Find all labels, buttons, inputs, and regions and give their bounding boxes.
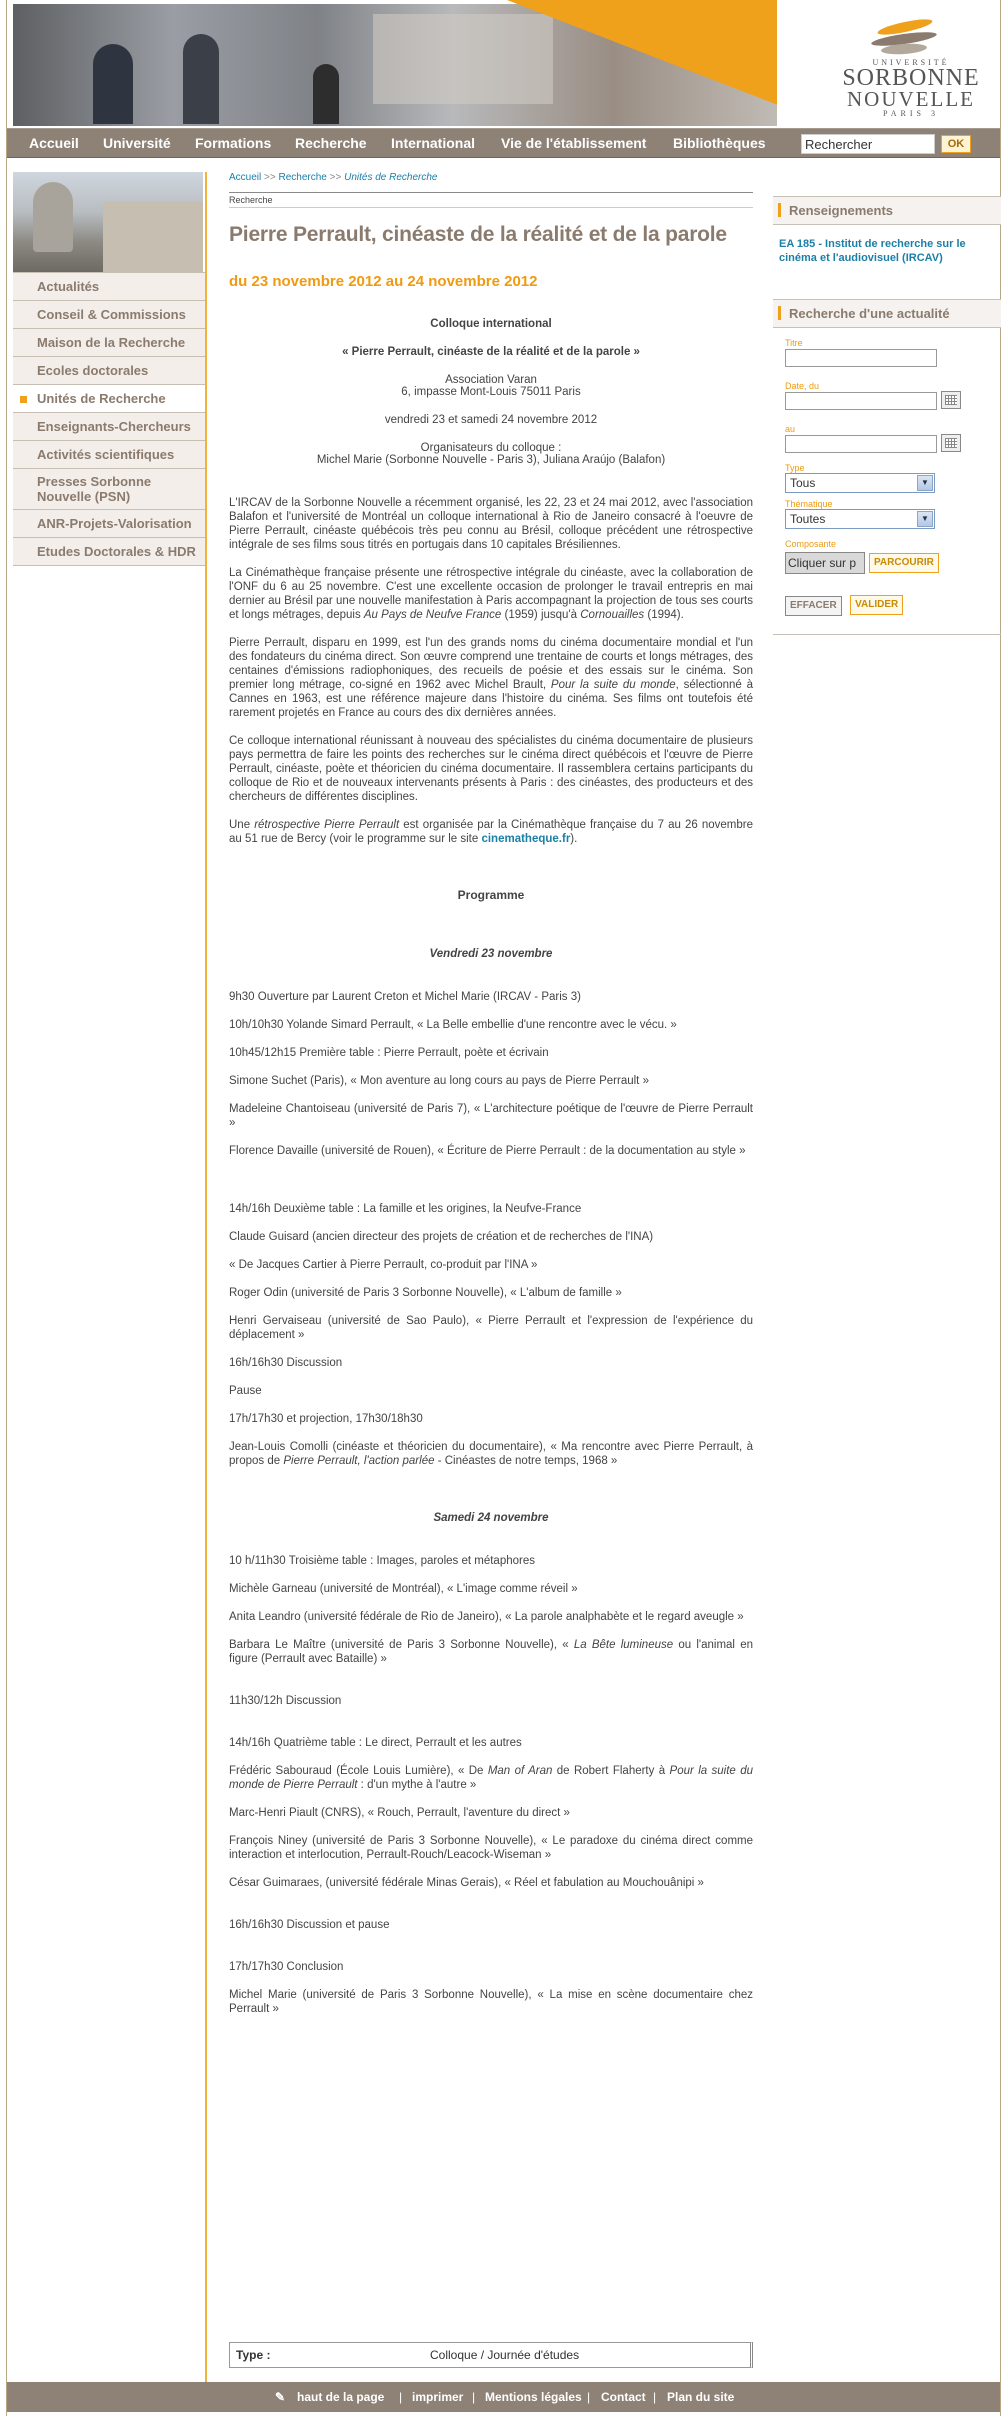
event-type-value: Colloque / Journée d'études — [430, 2348, 580, 2362]
programme-item: Henri Gervaiseau (université de Sao Paulo), « Pierre Perrault et l'expression de l'expérience du déplacement » — [229, 1315, 753, 1341]
clear-button[interactable]: EFFACER — [785, 596, 842, 616]
paragraph: Ce colloque international réunissant à nouveau des spécialistes du cinéma documentaire de plusieurs pays permettra de faire les points des recherches sur le cinéma direct québécois et l'œuvre de Pierre Perrault, cinéaste, poète et théoricien du cinéma documentaire. Il rassemblera certains participants du colloque de Rio et de nouveaux intervenants présents à Paris : des cinéastes, des producteurs et des chercheurs de différentes disciplines. — [229, 735, 753, 803]
logo-text-line2: NOUVELLE — [847, 87, 975, 111]
theme-select[interactable]: Toutes ▼ — [785, 509, 935, 529]
breadcrumb-current[interactable]: Unités de Recherche — [344, 172, 438, 183]
programme-item: 14h/16h Quatrième table : Le direct, Perrault et les autres — [229, 1737, 522, 1749]
venue-name: Association Varan — [445, 374, 537, 386]
footer-link-top[interactable]: haut de la page — [297, 2390, 385, 2404]
programme-item: 10 h/11h30 Troisième table : Images, paroles et métaphores — [229, 1555, 535, 1567]
breadcrumb — [229, 172, 753, 192]
programme-item: 14h/16h Deuxième table : La famille et les origines, la Neufve-France — [229, 1203, 582, 1215]
date-to-label: au — [785, 424, 796, 434]
university-logo[interactable] — [831, 16, 991, 120]
sidebar-item-etudes-doctorales[interactable]: Etudes Doctorales & HDR — [13, 538, 205, 566]
programme-item: Simone Suchet (Paris), « Mon aventure au long cours au pays de Pierre Perrault » — [229, 1075, 649, 1087]
right-sidebar — [773, 196, 1001, 635]
programme-item: Barbara Le Maître (université de Paris 3 Sorbonne Nouvelle), « La Bête lumineuse ou l'animal en figure (Perrault avec Bataille) » — [229, 1639, 753, 1665]
event-when: vendredi 23 et samedi 24 novembre 2012 — [384, 414, 598, 426]
nav-item-vie-etablissement[interactable]: Vie de l'établissement — [501, 135, 647, 151]
column-divider — [205, 172, 207, 2382]
component-picker-button[interactable]: Cliquer sur p — [785, 552, 865, 574]
programme-item: Michèle Garneau (université de Montréal), « L'image comme réveil » — [229, 1583, 578, 1595]
news-search-form — [773, 299, 1001, 635]
programme-item: 17h/17h30 Conclusion — [229, 1961, 344, 1973]
programme-heading: Programme — [457, 888, 525, 902]
theme-label: Thématique — [785, 499, 833, 509]
footer-link-contact[interactable]: Contact — [601, 2390, 646, 2404]
sidebar-item-enseignants[interactable]: Enseignants-Chercheurs — [13, 413, 205, 441]
day-heading: Vendredi 23 novembre — [429, 948, 553, 960]
date-from-label: Date, du — [785, 381, 820, 391]
nav-item-bibliotheques[interactable]: Bibliothèques — [673, 135, 766, 151]
breadcrumb-section[interactable]: Recherche — [278, 172, 327, 183]
nav-item-universite[interactable]: Université — [103, 135, 171, 151]
footer-link-sitemap[interactable]: Plan du site — [667, 2390, 735, 2404]
programme-item: Marc-Henri Piault (CNRS), « Rouch, Perrault, l'aventure du direct » — [229, 1807, 570, 1819]
breadcrumb-home[interactable]: Accueil — [229, 172, 262, 183]
programme-item: Anita Leandro (université fédérale de Rio de Janeiro), « La parole analphabète et le regard aveugle » — [229, 1611, 744, 1623]
logo-text-line1: SORBONNE — [842, 65, 980, 91]
programme-item: Florence Davaille (université de Rouen), « Écriture de Pierre Perrault : de la documentation au style » — [229, 1145, 746, 1157]
programme-item: Michel Marie (université de Paris 3 Sorbonne Nouvelle), « La mise en scène documentaire chez Perrault » — [229, 1989, 753, 2015]
programme-item: 9h30 Ouverture par Laurent Creton et Michel Marie (IRCAV - Paris 3) — [229, 991, 581, 1003]
programme-item: Frédéric Sabouraud (École Louis Lumière), « De Man of Aran de Robert Flaherty à Pour la suite du monde de Pierre Perrault : d'un mythe à l'autre » — [229, 1765, 753, 1791]
venue-address: 6, impasse Mont-Louis 75011 Paris — [401, 386, 581, 398]
main-content — [229, 172, 753, 2030]
header-banner — [7, 0, 1000, 128]
sidebar-photo — [13, 172, 203, 272]
info-link-ircav[interactable]: EA 185 - Institut de recherche sur le cinéma et l'audiovisuel (IRCAV) — [779, 238, 966, 264]
date-to-input[interactable] — [785, 435, 937, 453]
programme-item: Claude Guisard (ancien directeur des projets de création et de recherches de l'INA) — [229, 1231, 654, 1243]
event-type-label: Type : — [236, 2348, 271, 2362]
nav-item-accueil[interactable]: Accueil — [29, 135, 79, 151]
chevron-down-icon: ▼ — [917, 475, 933, 491]
day-heading: Samedi 24 novembre — [433, 1512, 549, 1524]
paragraph: Pierre Perrault, disparu en 1999, est l'un des grands noms du cinéma documentaire mondial et l'un des fondateurs du cinéma direct. Son œuvre comprend une trentaine de courts et longs métrages, des centaines d'émissions radiophoniques, des recueils de poésie et des essais sur le cinéma. Son premier long métrage, co-signé en 1962 avec Michel Brault, Pour la suite du monde, sélectionné à Cannes en 1963, est une référence majeure dans l'histoire du cinéma. Ses films ont toutefois été rarement projetés en France au cours des dix dernières années. — [229, 637, 753, 719]
left-sidebar — [13, 172, 205, 566]
section-label: Recherche — [229, 192, 753, 208]
programme-item: François Niney (université de Paris 3 Sorbonne Nouvelle), « Le paradoxe du cinéma direct comme interaction et interlocution, Perrault-Rouch/Leacock-Wiseman » — [229, 1835, 753, 1861]
logo-mark-icon — [831, 16, 991, 56]
chevron-down-icon: ▼ — [917, 511, 933, 527]
sidebar-item-presses[interactable]: Presses Sorbonne Nouvelle (PSN) — [13, 469, 205, 510]
calendar-icon[interactable] — [941, 434, 961, 452]
browse-button[interactable]: PARCOURIR — [869, 553, 939, 573]
submit-button[interactable]: VALIDER — [850, 595, 903, 615]
news-search-title: Recherche d'une actualité — [773, 299, 1001, 328]
component-label: Composante — [785, 539, 837, 549]
sidebar-item-conseil[interactable]: Conseil & Commissions — [13, 301, 205, 329]
programme-item: Jean-Louis Comolli (cinéaste et théoricien du documentaire), « Ma rencontre avec Pierre Perrault, à propos de Pierre Perrault, l'action parlée - Cinéastes de notre temps, 1968 » — [229, 1441, 753, 1467]
footer-bar: ✎ haut de la page | imprimer | Mentions légales | Contact | Plan du site — [7, 2382, 1000, 2412]
paragraph: Une rétrospective Pierre Perrault est organisée par la Cinémathèque française du 7 au 26 novembre au 51 rue de Bercy (voir le programme sur le site cinematheque.fr). — [229, 819, 753, 845]
event-type-row — [229, 2342, 753, 2368]
programme-item: 11h30/12h Discussion — [229, 1695, 342, 1707]
logo-text-line3: PARIS 3 — [883, 109, 939, 118]
organizers-label: Organisateurs du colloque : — [420, 442, 562, 454]
sidebar-item-unites-recherche[interactable]: Unités de Recherche — [13, 385, 205, 413]
page-frame — [6, 0, 1001, 2416]
cinematheque-link[interactable]: cinematheque.fr — [481, 833, 571, 845]
sidebar-item-anr[interactable]: ANR-Projets-Valorisation — [13, 510, 205, 538]
title-input[interactable] — [785, 349, 937, 367]
paragraph: L'IRCAV de la Sorbonne Nouvelle a récemment organisé, les 22, 23 et 24 mai 2012, avec l'association Balafon et l'université de Montréal un colloque international à Rio de Janeiro consacré à l'oeuvre de Pierre Perrault, cinéaste québécois très peu connu au Brésil, colloque précédent une rétrospective intégrale de ses films sous titrés en portugais dans 10 capitales Brésiliennes. — [229, 497, 753, 551]
programme-item: 10h45/12h15 Première table : Pierre Perrault, poète et écrivain — [229, 1047, 549, 1059]
organizers-names: Michel Marie (Sorbonne Nouvelle - Paris 3), Juliana Araújo (Balafon) — [316, 454, 666, 466]
event-dates: du 23 novembre 2012 au 24 novembre 2012 — [229, 273, 538, 290]
programme-item: 16h/16h30 Discussion — [229, 1357, 343, 1369]
pencil-icon: ✎ — [275, 2390, 286, 2404]
nav-item-recherche[interactable]: Recherche — [295, 135, 367, 151]
footer-link-legal[interactable]: Mentions légales — [485, 2390, 582, 2404]
breadcrumb-separator: >> — [264, 172, 276, 183]
main-nav — [7, 128, 1000, 158]
programme-item: César Guimaraes, (université fédérale Minas Gerais), « Réel et fabulation au Mouchouânipi » — [229, 1877, 704, 1889]
programme-item: Madeleine Chantoiseau (université de Paris 7), « L'architecture poétique de l'œuvre de Pierre Perrault » — [229, 1103, 753, 1129]
breadcrumb-separator: >> — [329, 172, 342, 183]
programme-item: 10h/10h30 Yolande Simard Perrault, « La Belle embellie d'une rencontre avec le vécu. » — [229, 1019, 677, 1031]
search-submit-button[interactable]: OK — [941, 135, 971, 153]
title-label: Titre — [785, 338, 803, 348]
date-from-input[interactable] — [785, 392, 937, 410]
footer-link-print[interactable]: imprimer — [412, 2390, 464, 2404]
logo-text-top: UNIVERSITÉ — [872, 58, 950, 67]
sidebar-item-activites[interactable]: Activités scientifiques — [13, 441, 205, 469]
sidebar-menu — [13, 272, 205, 566]
article-body — [229, 318, 753, 2016]
programme-item: « De Jacques Cartier à Pierre Perrault, co-produit par l'INA » — [229, 1259, 538, 1271]
nav-item-international[interactable]: International — [391, 135, 476, 151]
paragraph: La Cinémathèque française présente une rétrospective intégrale du cinéaste, avec la collaboration de l'ONF du 6 au 25 novembre. C'est une excellente occasion de prolonger le travail entrepris en mai dernier au Brésil par une nouvelle manifestation à Paris accompagnant la projection de tous ses courts et longs métrages, depuis Au Pays de Neufve France (1959) jusqu'à Cornouailles (1994). — [229, 567, 753, 621]
calendar-icon[interactable] — [941, 391, 961, 409]
sidebar-item-actualites[interactable]: Actualités — [13, 273, 205, 301]
sidebar-item-maison-recherche[interactable]: Maison de la Recherche — [13, 329, 205, 357]
article-subtitle: « Pierre Perrault, cinéaste de la réalité et de la parole » — [342, 346, 640, 358]
programme-item: 17h/17h30 et projection, 17h30/18h30 — [229, 1413, 423, 1425]
nav-item-formations[interactable]: Formations — [195, 135, 272, 151]
type-label: Type — [785, 463, 805, 473]
search-input[interactable] — [801, 134, 935, 154]
sidebar-item-ecoles-doctorales[interactable]: Ecoles doctorales — [13, 357, 205, 385]
page-title: Pierre Perrault, cinéaste de la réalité et de la parole — [229, 223, 727, 246]
programme-item: Roger Odin (université de Paris 3 Sorbonne Nouvelle), « L'album de famille » — [229, 1287, 622, 1299]
info-box-title: Renseignements — [773, 196, 1001, 225]
programme-item: 16h/16h30 Discussion et pause — [229, 1919, 390, 1931]
article-kicker: Colloque international — [430, 318, 552, 330]
type-select[interactable]: Tous ▼ — [785, 473, 935, 493]
programme-item: Pause — [229, 1385, 262, 1397]
